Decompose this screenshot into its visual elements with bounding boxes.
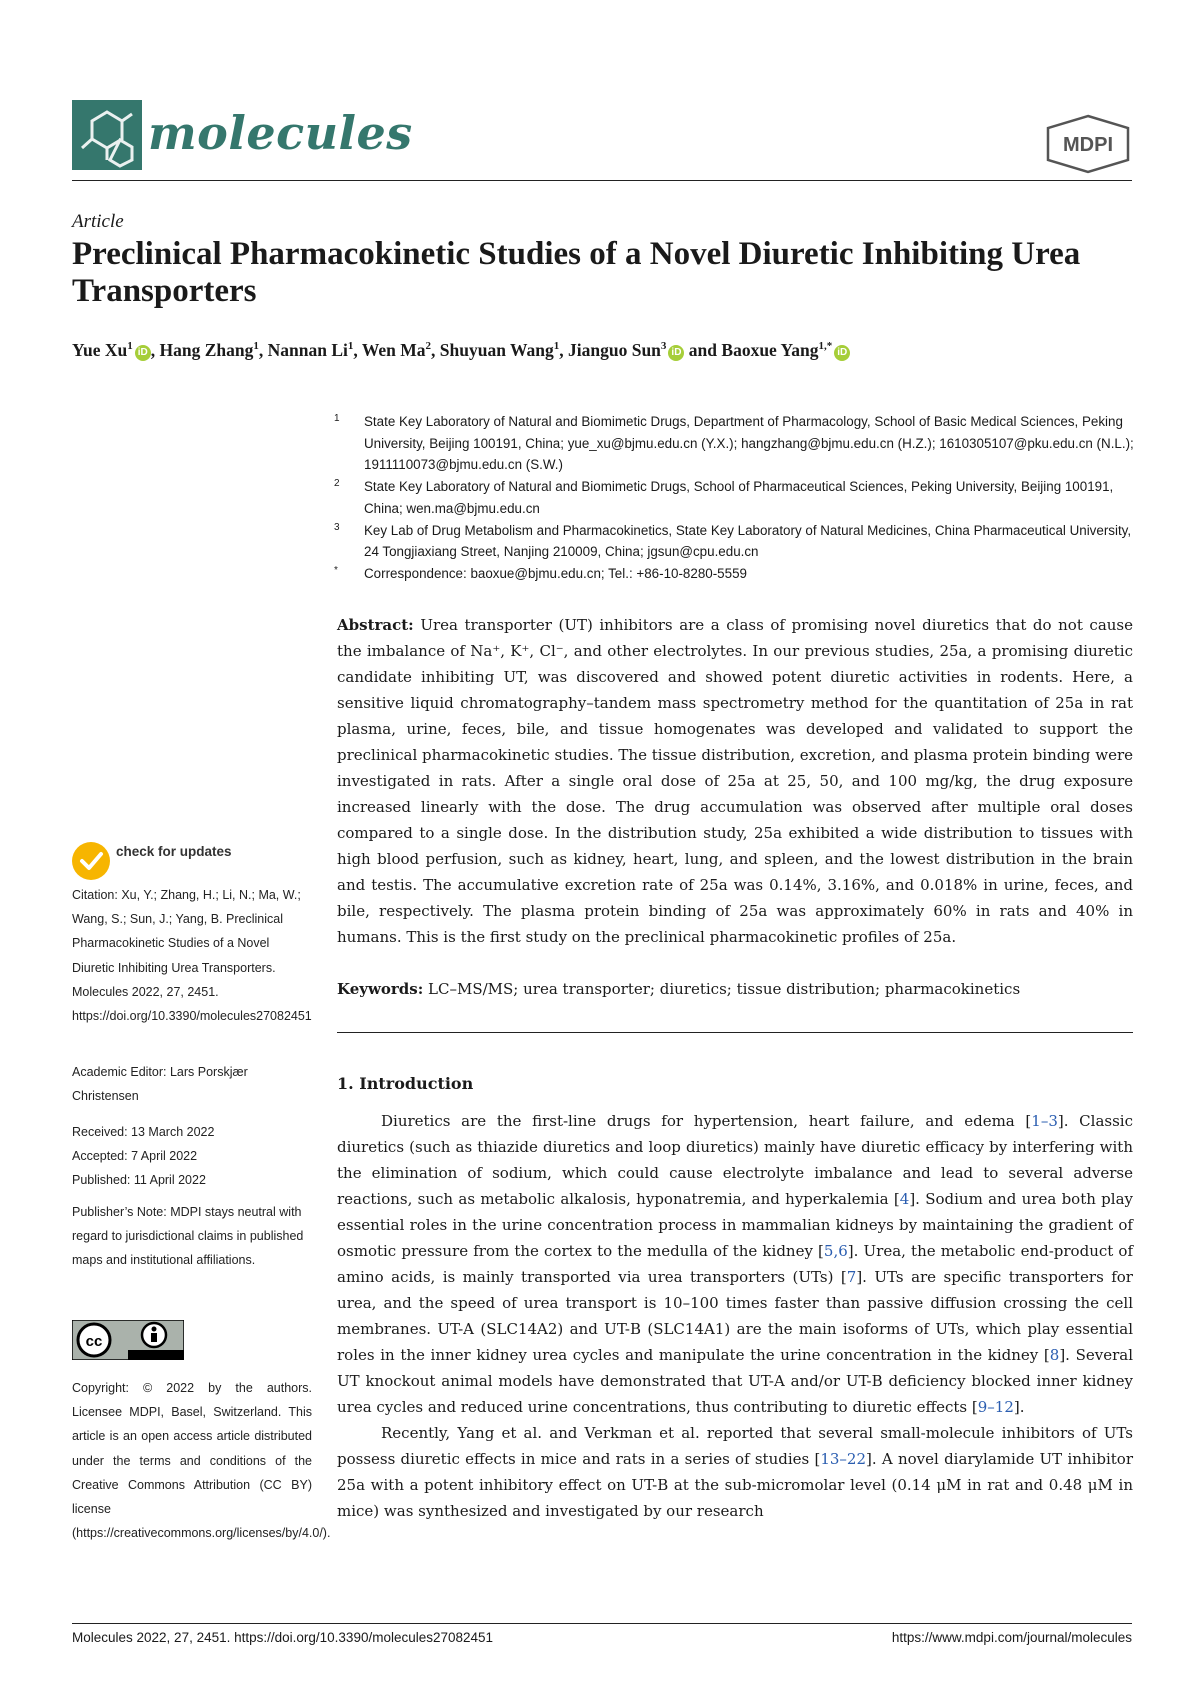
text-run: ]. Classic diuretics (such as thiazide diuretics and loop diuretics) mainly have diuretic efficacy by interfering with the elimination of sodium, which could cause electrolyte imbalance and lead to several adverse reactions, such as metabolic alkalosis, hyponatremia, and hyperkalemia [ bbox=[337, 1112, 1133, 1208]
footer-citation: Molecules 2022, 27, 2451. https://doi.org/10.3390/molecules27082451 bbox=[72, 1630, 494, 1645]
orcid-icon[interactable]: iD bbox=[135, 345, 151, 361]
citation-link[interactable]: 5,6 bbox=[823, 1242, 848, 1260]
author-affiliation-mark: 1 bbox=[253, 340, 259, 353]
check-for-updates-label: check for updates bbox=[116, 844, 232, 859]
journal-name: molecules bbox=[148, 106, 413, 160]
affiliation-mark: 1 bbox=[334, 413, 340, 424]
introduction-body bbox=[337, 1108, 1133, 1524]
author-name: Wen Ma bbox=[361, 340, 426, 360]
text-run: ]. Sodium and urea both play essential roles in the urine concentration process in mammalian kidneys by maintaining the gradient of osmotic pressure from the cortex to the medulla of the kidney [ bbox=[337, 1190, 1134, 1260]
author-affiliation-mark: 1 bbox=[127, 340, 133, 353]
author-separator: , bbox=[559, 340, 569, 360]
text-run: ]. Several UT knockout animal models have demonstrated that UT-A and/or UT-B deficiency blocked inner kidney urea cycles and reduced urine concentrations, thus contributing to diuretic effects [ bbox=[337, 1346, 1133, 1416]
text-run: ]. UTs are specific transporters for urea, and the speed of urea transport is 10–100 times faster than passive diffusion crossing the cell membranes. UT-A (SLC14A2) and UT-B (SLC14A1) are the main isoforms of UTs, which play essential roles in the inner kidney urea cycles and manipulate the urine concentration in the kidney [ bbox=[337, 1268, 1133, 1364]
affiliation-mark: * bbox=[334, 564, 338, 576]
author-name: Hang Zhang bbox=[159, 340, 254, 360]
intro-paragraph-2 bbox=[337, 1420, 1133, 1524]
article-type: Article bbox=[72, 211, 124, 232]
author-separator: , bbox=[150, 340, 160, 360]
article-title: Preclinical Pharmacokinetic Studies of a Novel Diuretic Inhibiting Urea Transporters bbox=[72, 236, 1081, 309]
text-run: ]. A novel diarylamide UT inhibitor 25a with a potent inhibitory effect on UT-B at the sub-micromolar level (0.14 μM in rat and 0.48 μM in mice) was synthesized and investigated by our research bbox=[337, 1450, 1133, 1520]
copyright-notice: Copyright: © 2022 by the authors. Licensee MDPI, Basel, Switzerland. This article is an open access article distributed under the terms and conditions of the Creative Commons Attribution (CC BY) license (https://creativecommons.org/licenses/by/4.0/). bbox=[72, 1381, 331, 1541]
section-heading: 1. Introduction bbox=[337, 1074, 474, 1093]
author-separator: and bbox=[684, 340, 722, 360]
keywords bbox=[337, 976, 1133, 1002]
received-date: Received: 13 March 2022 bbox=[72, 1125, 215, 1139]
abstract-label: Abstract: bbox=[337, 616, 414, 634]
affiliation-text: State Key Laboratory of Natural and Biomimetic Drugs, Department of Pharmacology, School of Basic Medical Sciences, Peking University, Beijing 100191, China; yue_xu@bjmu.edu.cn (Y.X.); hangzhang@bjmu.edu.cn (H.Z.); 1610305107@pku.edu.cn (N.L.); 1911110073@bjmu.edu.cn (S.W.) bbox=[364, 414, 1134, 473]
author-affiliation-mark: 3 bbox=[660, 340, 667, 353]
orcid-icon[interactable]: iD bbox=[834, 345, 850, 361]
affiliation-text: State Key Laboratory of Natural and Biomimetic Drugs, School of Pharmaceutical Sciences, Peking University, Beijing 100191, China; wen.ma@bjmu.edu.cn bbox=[364, 479, 1114, 516]
citation-link[interactable]: 9–12 bbox=[977, 1398, 1014, 1416]
author-separator: , bbox=[353, 340, 362, 360]
affiliation-item bbox=[334, 411, 1134, 476]
mdpi-logo-icon bbox=[1044, 114, 1132, 174]
citation-link[interactable]: 13–22 bbox=[820, 1450, 867, 1468]
affiliation-item bbox=[334, 520, 1134, 563]
affiliation-text: Correspondence: baoxue@bjmu.edu.cn; Tel.: +86-10-8280-5559 bbox=[364, 565, 747, 581]
intro-paragraph-1 bbox=[337, 1108, 1133, 1420]
affiliation-mark: 2 bbox=[334, 478, 340, 490]
text-run: ]. Urea, the metabolic end-product of amino acids, is mainly transported via urea transporters (UTs) [ bbox=[337, 1242, 1133, 1286]
text-run: ]. bbox=[1013, 1398, 1025, 1416]
publisher-note: Publisher’s Note: MDPI stays neutral with regard to jurisdictional claims in published maps and institutional affiliations. bbox=[72, 1205, 304, 1268]
author-affiliation-mark: 1 bbox=[553, 340, 560, 353]
author-affiliation-mark: 1,* bbox=[818, 340, 833, 353]
abstract bbox=[337, 612, 1133, 950]
author-name: Yue Xu bbox=[72, 340, 128, 360]
author-list bbox=[72, 340, 1132, 361]
author-separator: , bbox=[258, 340, 268, 360]
accepted-date: Accepted: 7 April 2022 bbox=[72, 1149, 198, 1164]
citation-link[interactable]: 8 bbox=[1049, 1346, 1060, 1364]
text-run: Recently, Yang et al. and Verkman et al. reported that several small-molecule inhibitors of UTs possess diuretic effects in mice and rats in a series of studies [ bbox=[337, 1424, 1133, 1468]
abstract-divider bbox=[337, 1032, 1133, 1033]
citation-link[interactable]: 1–3 bbox=[1031, 1112, 1058, 1130]
affiliation-item bbox=[334, 476, 1134, 519]
citation-link[interactable]: 7 bbox=[846, 1268, 857, 1286]
affiliations bbox=[334, 411, 1134, 585]
author-name: Nannan Li bbox=[267, 340, 348, 360]
svg-text:cc: cc bbox=[85, 1333, 103, 1350]
orcid-icon[interactable]: iD bbox=[668, 345, 684, 361]
citation-link[interactable]: 4 bbox=[899, 1190, 910, 1208]
affiliation-text: Key Lab of Drug Metabolism and Pharmacokinetics, State Key Laboratory of Natural Medicines, China Pharmaceutical University, 24 Tongjiaxiang Street, Nanjing 210009, China; jgsun@cpu.edu.cn bbox=[364, 522, 1132, 560]
author-affiliation-mark: 2 bbox=[425, 340, 432, 353]
author-separator: , bbox=[431, 340, 440, 360]
cc-by-license-icon[interactable] bbox=[72, 1320, 184, 1360]
affiliation-item bbox=[334, 563, 1134, 585]
text-run: Diuretics are the first-line drugs for hypertension, heart failure, and edema [ bbox=[381, 1112, 1032, 1130]
citation-info: Citation: Xu, Y.; Zhang, H.; Li, N.; Ma, W.; Wang, S.; Sun, J.; Yang, B. Preclinical Pharmacokinetic Studies of a Novel Diuretic Inhibiting Urea Transporters. Molecules 2022, 27, 2451. https://doi.org/10.3390/molecules27082451 bbox=[72, 888, 312, 1024]
author-name: Shuyuan Wang bbox=[439, 340, 554, 360]
author-name: Jianguo Sun bbox=[568, 340, 661, 360]
footer-journal-link[interactable]: https://www.mdpi.com/journal/molecules bbox=[891, 1630, 1132, 1645]
affiliation-mark: 3 bbox=[334, 521, 340, 533]
checkmark-icon bbox=[72, 842, 110, 880]
keywords-label: Keywords: bbox=[337, 980, 424, 998]
published-date: Published: 11 April 2022 bbox=[72, 1173, 206, 1188]
publication-dates bbox=[72, 1120, 312, 1193]
header-divider bbox=[72, 180, 1132, 181]
abstract-text: Urea transporter (UT) inhibitors are a class of promising novel diuretics that do not cause the imbalance of Na⁺, K⁺, Cl⁻, and other electrolytes. In our previous studies, 25a, a promising diuretic candidate inhibiting UT, was discovered and showed potent diuretic activities in rodents. Here, a sensitive liquid chromatography–tandem mass spectrometry method for the quantitation of 25a in rat plasma, urine, feces, bile, and tissue homogenates was developed and validated to support the preclinical pharmacokinetic studies. The tissue distribution, excretion, and plasma protein binding were investigated in rats. After a single oral dose of 25a at 25, 50, and 100 mg/kg, the drug exposure increased linearly with the dose. The drug accumulation was observed after multiple oral doses compared to a single dose. In the distribution study, 25a exhibited a wide distribution to tissues with high blood perfusion, such as kidney, heart, lung, and spleen, and the lowest distribution in the brain and testis. The accumulative excretion rate of 25a was 0.14%, 3.16%, and 0.018% in urine, feces, and bile, respectively. The plasma protein binding of 25a was approximately 60% in rats and 40% in humans. This is the first study on the preclinical pharmacokinetic profiles of 25a. bbox=[337, 616, 1133, 946]
author-affiliation-mark: 1 bbox=[347, 340, 354, 353]
mdpi-logo-text: MDPI bbox=[1063, 134, 1113, 156]
academic-editor: Academic Editor: Lars Porskjær Christensen bbox=[72, 1065, 248, 1104]
keywords-text: LC–MS/MS; urea transporter; diuretics; tissue distribution; pharmacokinetics bbox=[428, 980, 1021, 998]
author-name: Baoxue Yang bbox=[721, 340, 819, 360]
check-for-updates-badge[interactable] bbox=[72, 842, 272, 888]
footer-divider bbox=[72, 1623, 1132, 1624]
journal-header bbox=[72, 100, 1132, 180]
journal-logo-icon bbox=[72, 100, 142, 170]
